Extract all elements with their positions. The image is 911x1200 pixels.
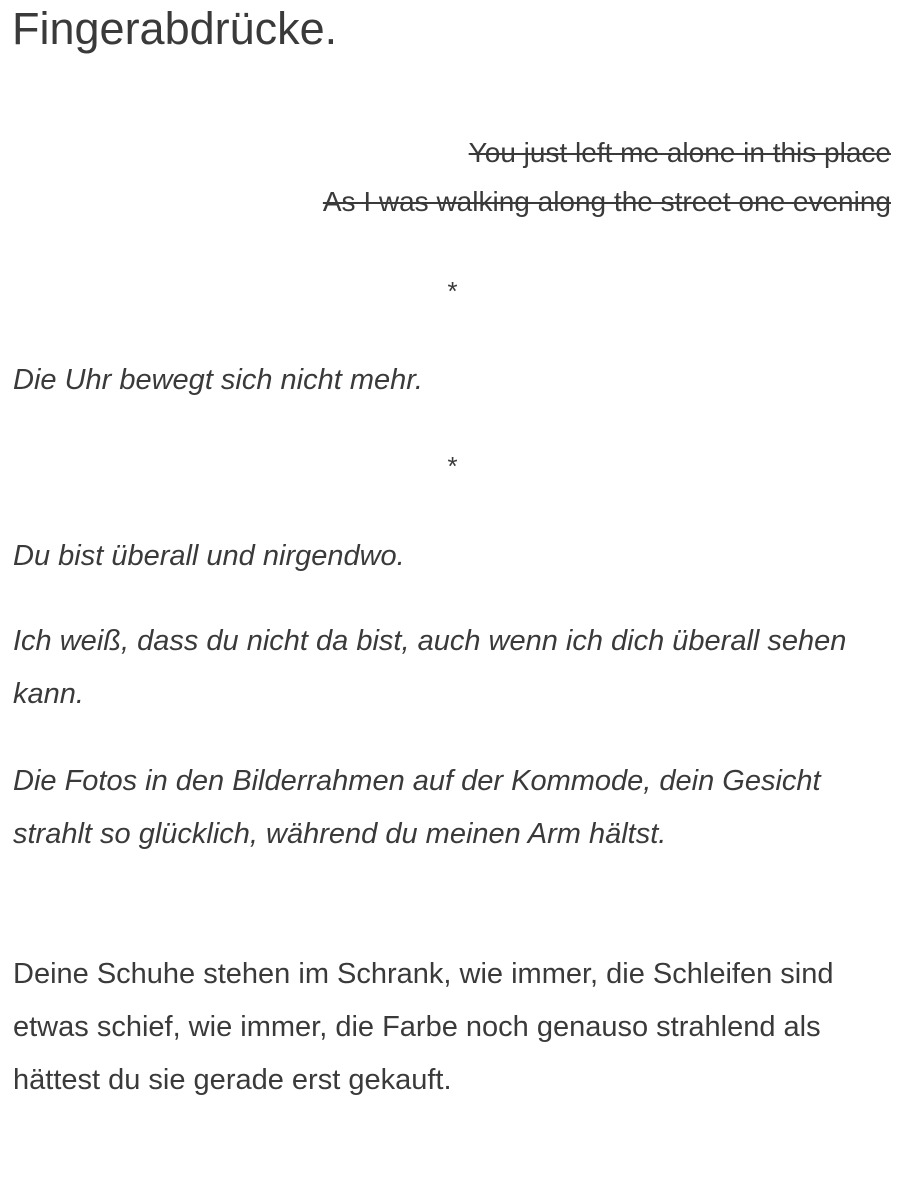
struck-lines — [323, 128, 891, 226]
section-separator: * — [447, 276, 458, 306]
paragraph: Die Uhr bewegt sich nicht mehr. — [13, 364, 423, 396]
paragraph: Ich weiß, dass du nicht da bist, auch wenn ich dich überall sehen kann. — [13, 625, 847, 710]
paragraph: Die Fotos in den Bilderrahmen auf der Kommode, dein Gesicht strahlt so glücklich, während du meinen Arm hältst. — [13, 765, 821, 850]
section-separator: * — [447, 451, 458, 481]
struck-line: As I was walking along the street one evening — [322, 186, 891, 217]
struck-line: You just left me alone in this place — [468, 137, 891, 168]
page-title: Fingerabdrücke. — [12, 3, 338, 54]
paragraph: Deine Schuhe stehen im Schrank, wie immer, die Schleifen sind etwas schief, wie immer, die Farbe noch genauso strahlend als hättest du sie gerade erst gekauft. — [13, 958, 834, 1096]
paragraph: Du bist überall und nirgendwo. — [13, 540, 405, 572]
